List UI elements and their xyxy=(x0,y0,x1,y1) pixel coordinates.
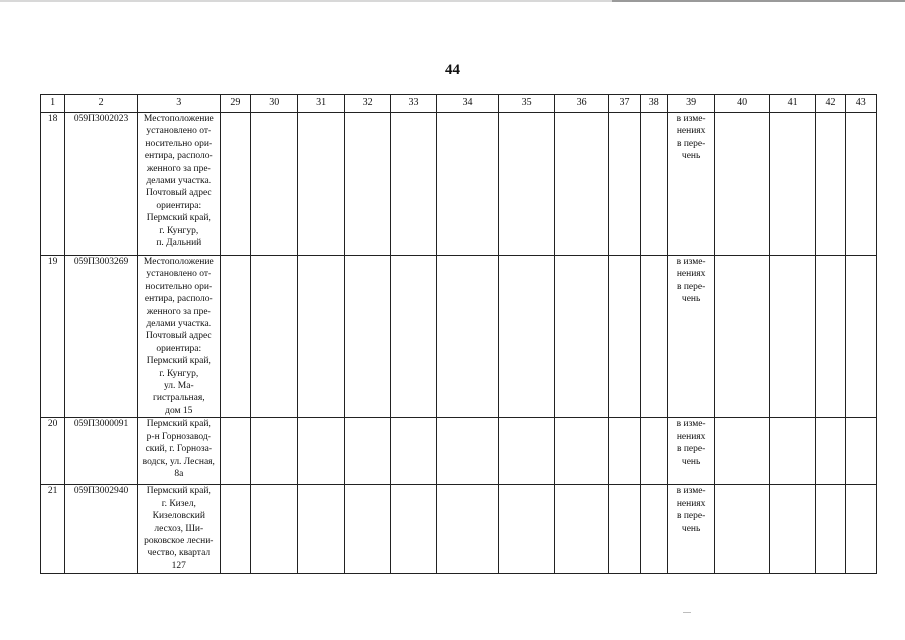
column-header: 2 xyxy=(65,95,138,113)
empty-cell xyxy=(499,418,555,485)
status-line: нениях xyxy=(676,269,706,280)
table-row xyxy=(41,256,877,418)
empty-cell xyxy=(609,485,640,574)
status-line: в пере- xyxy=(676,138,706,149)
address-line: г. Кунгур, xyxy=(159,368,199,379)
address-line: Пермский край, xyxy=(146,356,211,367)
object-code: 059П3003269 xyxy=(65,256,138,418)
empty-cell xyxy=(554,485,609,574)
status-line: в изме- xyxy=(676,419,706,430)
status-line: в изме- xyxy=(676,257,706,267)
address-cell xyxy=(137,418,220,485)
empty-cell xyxy=(436,485,499,574)
status-cell xyxy=(667,485,714,574)
column-header: 3 xyxy=(137,95,220,113)
scan-mark xyxy=(683,612,691,613)
address-line: 8а xyxy=(174,468,184,479)
empty-cell xyxy=(845,485,876,574)
empty-cell xyxy=(298,418,344,485)
empty-cell xyxy=(391,113,436,256)
address-line: установлено от- xyxy=(146,269,212,280)
empty-cell xyxy=(391,256,436,418)
address-line: ориентира: xyxy=(156,200,202,211)
column-header: 36 xyxy=(554,95,609,113)
object-code: 059П3002940 xyxy=(65,485,138,574)
empty-cell xyxy=(640,113,667,256)
column-header: 41 xyxy=(769,95,815,113)
row-number: 20 xyxy=(41,418,65,485)
address-line: лесхоз, Ши- xyxy=(154,523,204,534)
address-line: женного за пре- xyxy=(146,306,211,317)
empty-cell xyxy=(609,256,640,418)
address-line: дом 15 xyxy=(165,405,193,416)
address-line: водск, ул. Лесная, xyxy=(142,456,215,467)
column-header: 34 xyxy=(436,95,499,113)
address-line: роковское лесни- xyxy=(144,535,214,546)
empty-cell xyxy=(816,256,845,418)
header-row xyxy=(41,95,877,113)
column-header: 39 xyxy=(667,95,714,113)
empty-cell xyxy=(554,113,609,256)
top-border-segment xyxy=(612,0,905,2)
empty-cell xyxy=(344,256,390,418)
empty-cell xyxy=(250,113,297,256)
status-line: в пере- xyxy=(676,281,706,292)
empty-cell xyxy=(298,113,344,256)
address-line: ентира, располо- xyxy=(144,294,213,305)
empty-cell xyxy=(250,485,297,574)
status-line: чень xyxy=(681,294,701,305)
empty-cell xyxy=(220,256,250,418)
address-line: носительно ори- xyxy=(145,281,213,292)
empty-cell xyxy=(391,485,436,574)
empty-cell xyxy=(769,113,815,256)
empty-cell xyxy=(499,256,555,418)
status-line: в изме- xyxy=(676,114,706,124)
empty-cell xyxy=(715,418,770,485)
empty-cell xyxy=(609,113,640,256)
address-line: п. Дальний xyxy=(156,238,202,249)
table-row xyxy=(41,485,877,574)
empty-cell xyxy=(845,256,876,418)
address-line: носительно ори- xyxy=(145,138,213,149)
empty-cell xyxy=(816,418,845,485)
empty-cell xyxy=(715,113,770,256)
register-table xyxy=(40,94,877,574)
address-cell xyxy=(137,485,220,574)
empty-cell xyxy=(845,418,876,485)
status-line: нениях xyxy=(676,431,706,442)
address-line: делами участка. xyxy=(146,319,212,330)
empty-cell xyxy=(845,113,876,256)
empty-cell xyxy=(391,418,436,485)
status-line: в пере- xyxy=(676,511,706,522)
address-line: делами участка. xyxy=(146,176,212,187)
empty-cell xyxy=(640,485,667,574)
column-header: 37 xyxy=(609,95,640,113)
table-row xyxy=(41,113,877,256)
empty-cell xyxy=(298,485,344,574)
row-number: 18 xyxy=(41,113,65,256)
empty-cell xyxy=(640,418,667,485)
page-number: 44 xyxy=(445,62,460,78)
address-line: установлено от- xyxy=(146,126,212,137)
status-cell xyxy=(667,256,714,418)
empty-cell xyxy=(344,113,390,256)
empty-cell xyxy=(715,485,770,574)
column-header: 31 xyxy=(298,95,344,113)
address-line: Кизеловский xyxy=(152,511,205,522)
empty-cell xyxy=(769,485,815,574)
status-line: чень xyxy=(681,456,701,467)
empty-cell xyxy=(499,485,555,574)
column-header: 43 xyxy=(845,95,876,113)
empty-cell xyxy=(499,113,555,256)
column-header: 29 xyxy=(220,95,250,113)
status-line: нениях xyxy=(676,498,706,509)
empty-cell xyxy=(816,485,845,574)
column-header: 42 xyxy=(816,95,845,113)
column-header: 38 xyxy=(640,95,667,113)
address-line: Почтовый адрес xyxy=(145,331,212,342)
address-line: ул. Ма- xyxy=(163,381,194,392)
address-line: Пермский край, xyxy=(146,486,211,497)
empty-cell xyxy=(816,113,845,256)
empty-cell xyxy=(769,256,815,418)
address-line: ориентира: xyxy=(156,343,202,354)
address-line: ентира, располо- xyxy=(144,151,213,162)
column-header: 40 xyxy=(715,95,770,113)
status-line: чень xyxy=(681,523,701,534)
empty-cell xyxy=(250,256,297,418)
status-cell xyxy=(667,113,714,256)
status-line: в пере- xyxy=(676,444,706,455)
address-line: ский, г. Горноза- xyxy=(145,444,213,455)
empty-cell xyxy=(436,256,499,418)
empty-cell xyxy=(436,418,499,485)
object-code: 059П3000091 xyxy=(65,418,138,485)
status-line: чень xyxy=(681,151,701,162)
empty-cell xyxy=(769,418,815,485)
column-header: 1 xyxy=(41,95,65,113)
empty-cell xyxy=(554,256,609,418)
empty-cell xyxy=(220,113,250,256)
top-border-line xyxy=(0,0,905,2)
row-number: 21 xyxy=(41,485,65,574)
empty-cell xyxy=(344,418,390,485)
address-line: гистральная, xyxy=(152,393,205,404)
address-line: 127 xyxy=(171,560,186,571)
empty-cell xyxy=(220,485,250,574)
address-cell xyxy=(137,113,220,256)
empty-cell xyxy=(344,485,390,574)
status-cell xyxy=(667,418,714,485)
column-header: 35 xyxy=(499,95,555,113)
object-code: 059П3002023 xyxy=(65,113,138,256)
table-row xyxy=(41,418,877,485)
empty-cell xyxy=(715,256,770,418)
address-cell xyxy=(137,256,220,418)
address-line: Пермский край, xyxy=(146,419,211,430)
address-line: г. Кунгур, xyxy=(159,225,199,236)
address-line: г. Кизел, xyxy=(161,498,196,509)
column-header: 33 xyxy=(391,95,436,113)
empty-cell xyxy=(640,256,667,418)
address-line: чество, квартал xyxy=(147,548,211,559)
empty-cell xyxy=(250,418,297,485)
empty-cell xyxy=(298,256,344,418)
empty-cell xyxy=(220,418,250,485)
empty-cell xyxy=(554,418,609,485)
address-line: женного за пре- xyxy=(146,163,211,174)
column-header: 32 xyxy=(344,95,390,113)
address-line: р-н Горнозавод- xyxy=(146,431,211,442)
address-line: Местоположение xyxy=(143,257,214,267)
status-line: нениях xyxy=(676,126,706,137)
column-header: 30 xyxy=(250,95,297,113)
address-line: Местоположение xyxy=(143,114,214,124)
empty-cell xyxy=(436,113,499,256)
empty-cell xyxy=(609,418,640,485)
address-line: Почтовый адрес xyxy=(145,188,212,199)
row-number: 19 xyxy=(41,256,65,418)
status-line: в изме- xyxy=(676,486,706,497)
address-line: Пермский край, xyxy=(146,213,211,224)
